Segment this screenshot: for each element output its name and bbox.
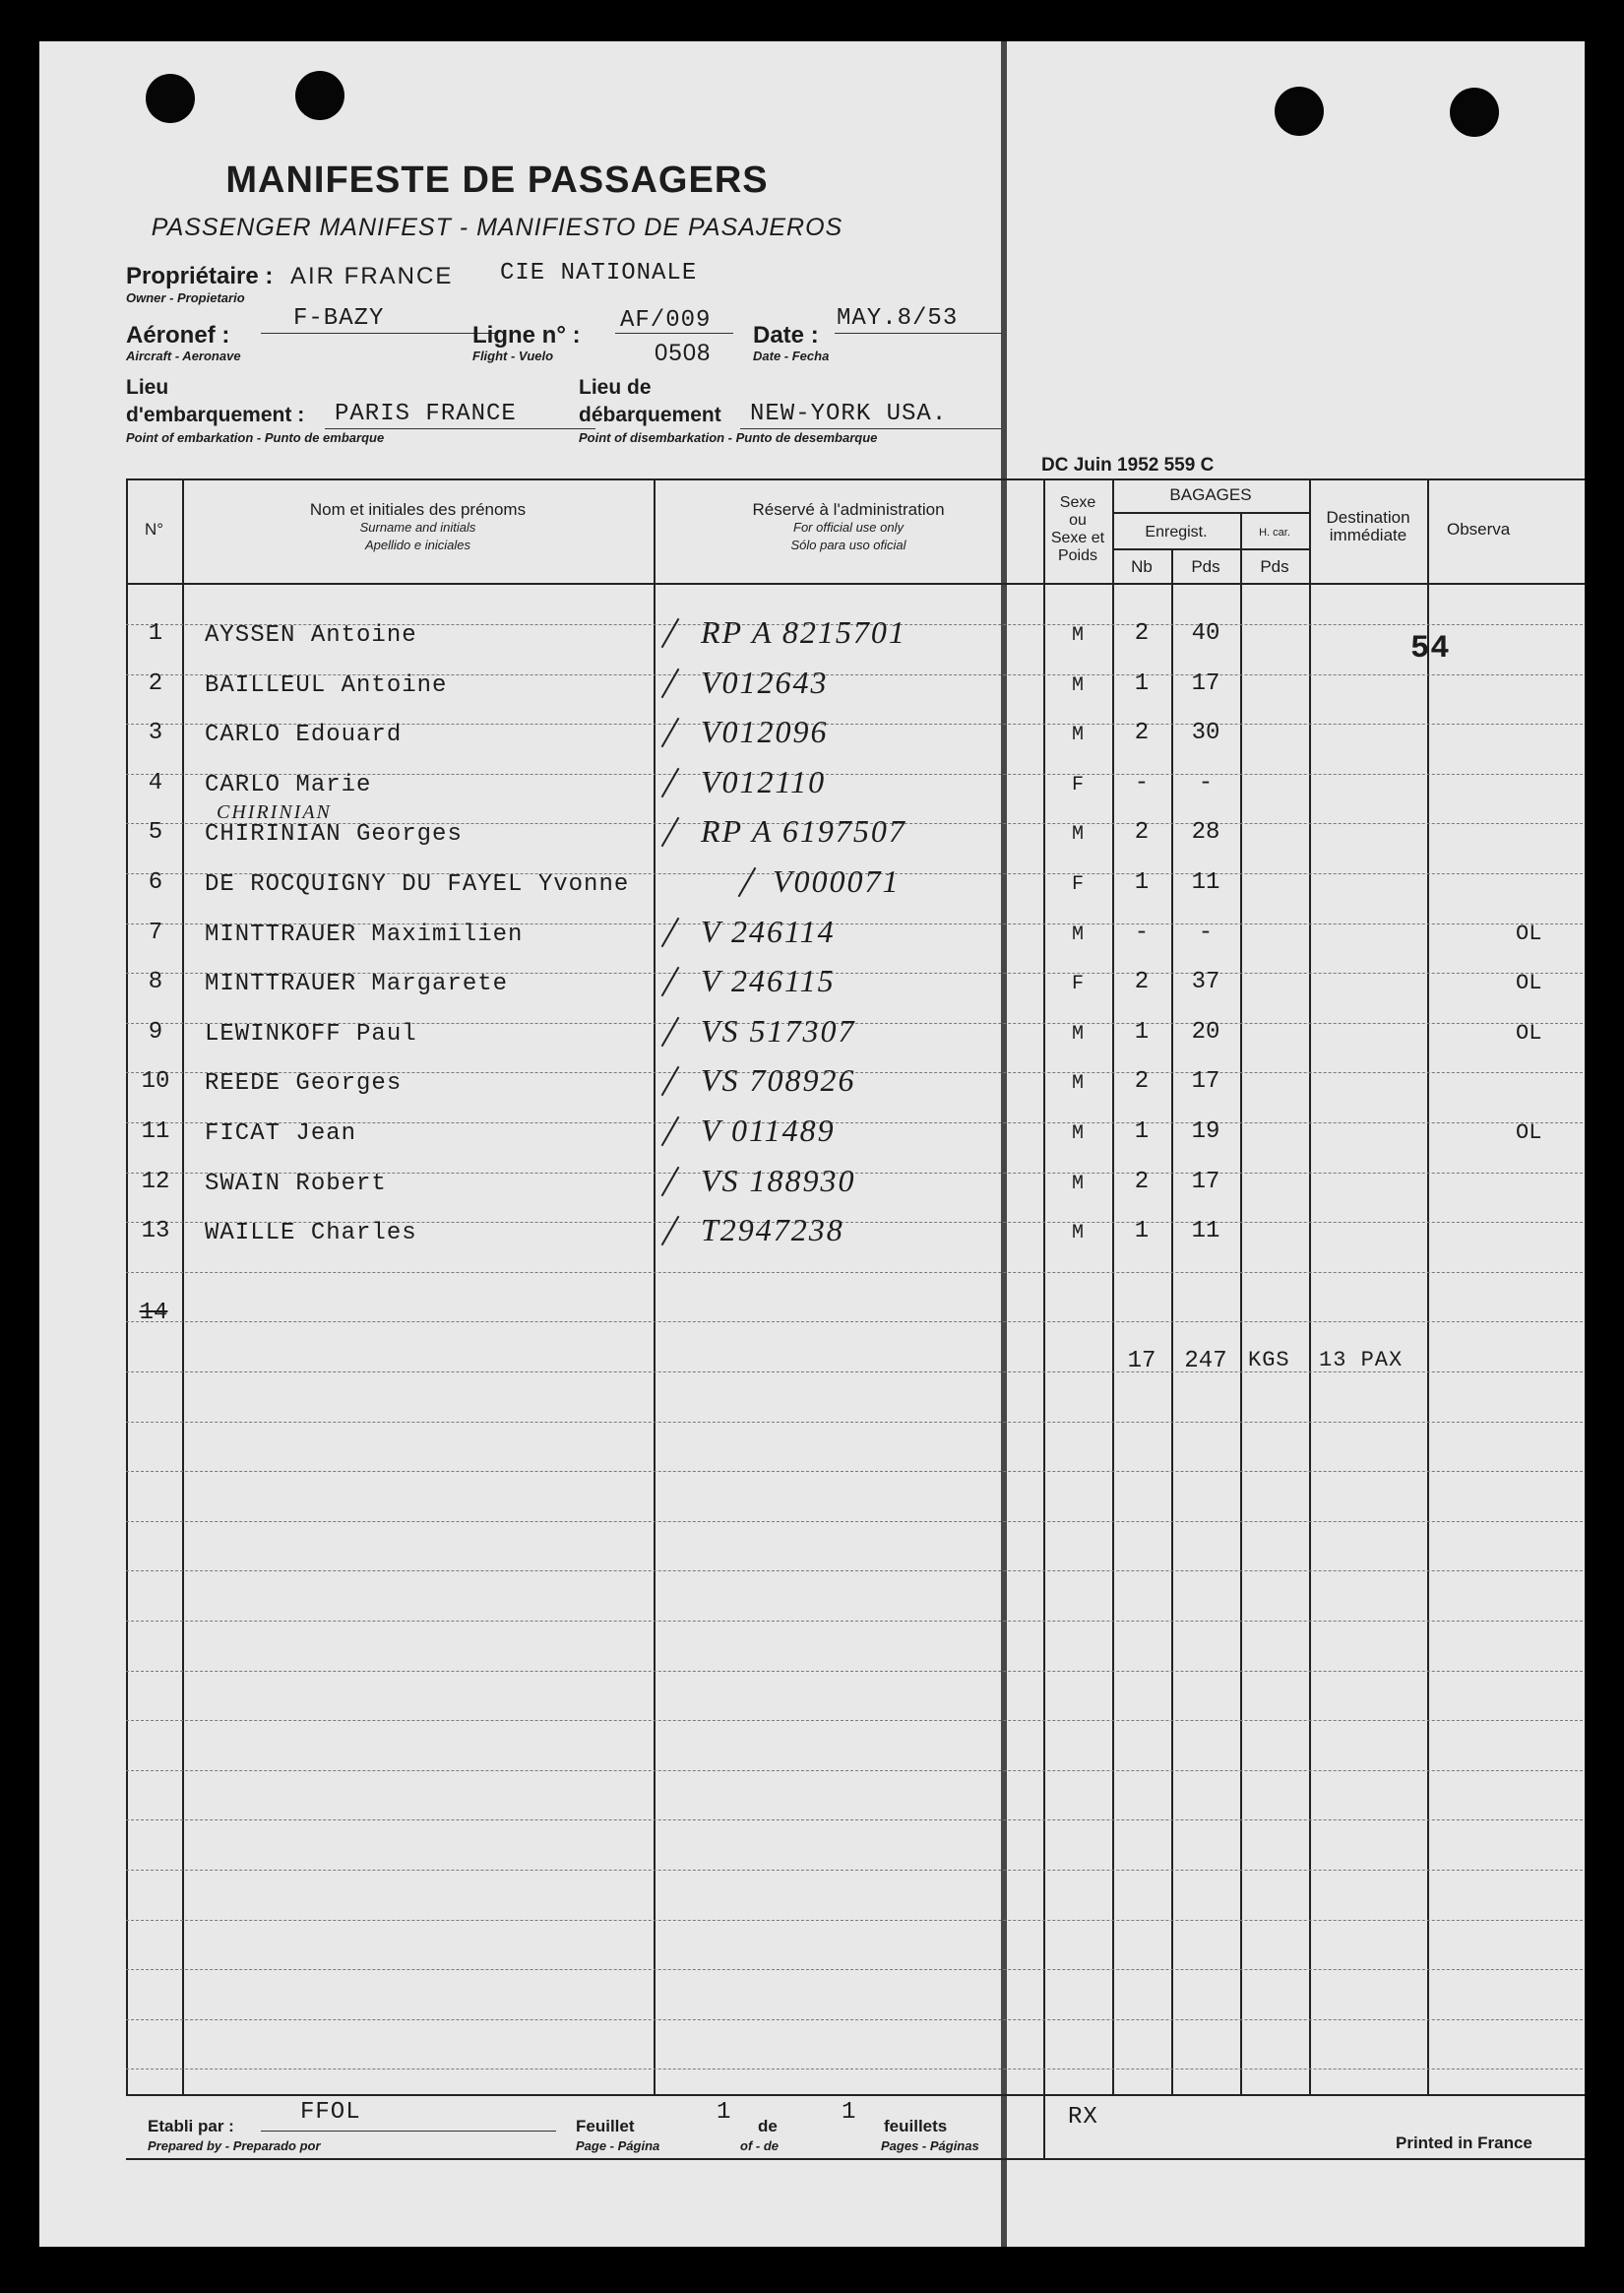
aircraft-sublabel: Aircraft - Aeronave <box>126 349 241 363</box>
embark-label-line1: Lieu <box>126 376 169 399</box>
row-number: 13 <box>141 1218 170 1245</box>
header-hand: H. car. <box>1259 527 1290 539</box>
of-value: 1 <box>842 2099 857 2126</box>
table-header-bottom <box>126 583 1585 585</box>
date-sublabel: Date - Fecha <box>753 349 830 363</box>
punch-hole <box>1450 88 1499 137</box>
row-number: 12 <box>141 1168 170 1195</box>
header-name-es: Apellido e iniciales <box>365 538 470 552</box>
header-sex-line2: ou <box>1069 512 1087 529</box>
header-pds: Pds <box>1191 557 1220 576</box>
header-name-fr: Nom et initiales des prénoms <box>309 500 527 519</box>
destination-note: 54 <box>1410 630 1451 667</box>
header-destination-line1: Destination <box>1326 508 1410 527</box>
sheets-label: feuillets <box>884 2117 948 2135</box>
row-rule <box>126 1969 1583 1970</box>
header-pds-hand: Pds <box>1260 557 1289 576</box>
row-number: 7 <box>148 919 163 946</box>
col-border-dest <box>1427 478 1429 2094</box>
total-unit: KGS <box>1248 1348 1290 1372</box>
baggage-weight: 17 <box>1191 669 1220 697</box>
row-number: 10 <box>141 1068 170 1096</box>
sheet-sublabel: Page - Página <box>576 2138 660 2153</box>
passenger-name: MINTTRAUER Maximilien <box>205 921 524 948</box>
row-number: 4 <box>148 769 163 796</box>
row-rule <box>126 1570 1583 1571</box>
passenger-name: REEDE Georges <box>205 1070 403 1098</box>
embark-sublabel: Point of embarkation - Punto de embarque <box>126 430 385 445</box>
row-rule <box>126 1321 1583 1322</box>
admin-tick <box>661 1066 680 1096</box>
admin-tick <box>661 967 680 996</box>
baggage-count: 1 <box>1134 1118 1150 1145</box>
baggage-weight: - <box>1198 769 1214 796</box>
baggage-count: 2 <box>1134 1068 1150 1096</box>
total-nb: 17 <box>1127 1348 1156 1374</box>
passenger-name: DE ROCQUIGNY DU FAYEL Yvonne <box>205 871 630 898</box>
baggage-count: - <box>1134 919 1150 946</box>
observation: OL <box>1516 1020 1542 1046</box>
row-rule <box>126 1621 1583 1622</box>
date-value: MAY.8/53 <box>837 305 959 332</box>
passenger-name: WAILLE Charles <box>205 1220 417 1247</box>
baggage-weight: 40 <box>1191 620 1220 647</box>
col-border-pds <box>1240 512 1242 2094</box>
date-underline <box>835 333 1002 334</box>
passenger-sex: M <box>1071 724 1084 747</box>
passenger-name: FICAT Jean <box>205 1120 357 1147</box>
passenger-sex: M <box>1071 1172 1084 1195</box>
header-destination <box>1309 509 1427 544</box>
passenger-sex: M <box>1071 823 1084 847</box>
prepared-value: FFOL <box>300 2099 361 2126</box>
row-rule <box>126 1422 1583 1423</box>
passenger-document: VS 188930 <box>701 1162 856 1198</box>
header-admin <box>654 501 1043 554</box>
admin-tick <box>661 768 680 797</box>
admin-tick <box>661 718 680 747</box>
paper-fold <box>1001 41 1007 2247</box>
admin-tick <box>661 1116 680 1146</box>
flight-value: AF/009 <box>620 307 712 334</box>
row-rule <box>126 1272 1583 1273</box>
total-pax: 13 PAX <box>1319 1348 1404 1372</box>
disembark-label-line1: Lieu de <box>579 376 652 399</box>
header-registered: Enregist. <box>1145 524 1208 541</box>
owner-value: AIR FRANCE <box>290 263 454 289</box>
header-sex <box>1043 494 1112 565</box>
passenger-document: RP A 6197507 <box>701 813 906 850</box>
admin-tick <box>661 1216 680 1245</box>
passenger-document: V000071 <box>773 863 901 899</box>
passenger-name: MINTTRAUER Margarete <box>205 971 509 998</box>
baggage-count: 1 <box>1134 669 1150 697</box>
embark-label-line2: d'embarquement : <box>126 404 305 426</box>
passenger-name: BAILLEUL Antoine <box>205 671 448 699</box>
header-sex-line3: Sexe et <box>1050 530 1105 546</box>
table-body-bottom <box>126 2094 1585 2096</box>
registered-divider <box>1112 548 1309 550</box>
disembark-sublabel: Point of disembarkation - Punto de desembarque <box>579 430 878 445</box>
passenger-name: CHIRINIAN Georges <box>205 821 463 849</box>
col-border-hand <box>1309 478 1311 2094</box>
passenger-document: V012110 <box>701 763 827 799</box>
baggage-count: 2 <box>1134 1168 1150 1195</box>
printed-in: Printed in France <box>1396 2134 1532 2152</box>
admin-tick <box>661 1017 680 1047</box>
owner-sublabel: Owner - Propietario <box>126 290 245 305</box>
passenger-name: CARLO Edouard <box>205 722 403 749</box>
baggage-divider <box>1112 512 1309 514</box>
form-code: DC Juin 1952 559 C <box>1041 455 1215 476</box>
passenger-document: RP A 8215701 <box>701 614 906 650</box>
owner-label: Propriétaire : <box>126 263 274 289</box>
header-sex-line4: Poids <box>1057 547 1098 564</box>
row-number: 1 <box>148 620 163 647</box>
passenger-sex: F <box>1071 773 1084 796</box>
baggage-count: 1 <box>1134 869 1150 896</box>
footer-bottom <box>126 2158 1585 2160</box>
header-admin-fr: Réservé à l'administration <box>752 500 945 519</box>
baggage-weight: 30 <box>1191 720 1220 747</box>
disembark-label-line2: débarquement <box>579 404 721 426</box>
row-rule <box>126 1870 1583 1871</box>
admin-tick <box>661 1166 680 1195</box>
manifest-sheet <box>39 41 1585 2247</box>
passenger-document: V 246114 <box>701 913 836 949</box>
passenger-document: VS 708926 <box>701 1062 856 1099</box>
header-baggage: BAGAGES <box>1169 485 1252 504</box>
flight-label: Ligne n° : <box>472 322 581 349</box>
disembark-value: NEW-YORK USA. <box>750 401 948 427</box>
date-label: Date : <box>753 322 819 349</box>
col-border-no <box>182 478 184 2094</box>
table-top-border <box>126 478 1585 480</box>
admin-tick <box>661 917 680 946</box>
header-admin-en: For official use only <box>793 520 904 535</box>
baggage-count: 2 <box>1134 720 1150 747</box>
page-subtitle: PASSENGER MANIFEST - MANIFIESTO DE PASAJEROS <box>151 214 843 241</box>
prepared-sublabel: Prepared by - Preparado por <box>148 2138 321 2153</box>
col-border-left <box>126 478 128 2094</box>
passenger-document: V012096 <box>701 714 829 750</box>
baggage-weight: 37 <box>1191 969 1220 996</box>
baggage-weight: 11 <box>1191 1218 1220 1245</box>
flight-value-secondary: 0508 <box>655 340 712 366</box>
passenger-sex: M <box>1071 673 1084 697</box>
baggage-weight: 20 <box>1191 1018 1220 1046</box>
baggage-weight: - <box>1198 919 1214 946</box>
baggage-count: 1 <box>1134 1018 1150 1046</box>
embark-value: PARIS FRANCE <box>335 401 517 427</box>
passenger-sex: M <box>1071 1222 1084 1245</box>
baggage-weight: 11 <box>1191 869 1220 896</box>
of-label: de <box>758 2117 778 2135</box>
baggage-count: 2 <box>1134 969 1150 996</box>
passenger-sex: M <box>1071 1022 1084 1046</box>
row-number: 5 <box>148 819 163 847</box>
row-number: 8 <box>148 969 163 996</box>
row-rule <box>126 1770 1583 1771</box>
rx-mark: RX <box>1068 2104 1098 2131</box>
header-no: N° <box>144 520 164 539</box>
of-sublabel: of - de <box>740 2138 779 2153</box>
passenger-sex: M <box>1071 1072 1084 1096</box>
row-number-14: 14 <box>139 1300 168 1326</box>
row-rule <box>126 1819 1583 1820</box>
row-number: 2 <box>148 669 163 697</box>
sheet-value: 1 <box>717 2099 732 2126</box>
disembark-underline <box>740 428 1001 429</box>
baggage-count: 2 <box>1134 819 1150 847</box>
header-name-en: Surname and initials <box>359 520 476 535</box>
punch-hole <box>146 74 195 123</box>
aircraft-underline <box>261 333 497 334</box>
observation: OL <box>1516 921 1542 946</box>
correction-note: CHIRINIAN <box>217 801 332 823</box>
row-rule <box>126 2069 1583 2070</box>
flight-underline <box>615 333 733 334</box>
prepared-underline <box>261 2131 556 2132</box>
header-name <box>182 501 654 554</box>
baggage-weight: 17 <box>1191 1168 1220 1195</box>
row-rule <box>126 1521 1583 1522</box>
baggage-weight: 28 <box>1191 819 1220 847</box>
header-destination-line2: immédiate <box>1329 526 1407 544</box>
header-admin-es: Sólo para uso oficial <box>790 538 906 552</box>
col-border-name <box>654 478 656 2094</box>
passenger-name: SWAIN Robert <box>205 1170 387 1197</box>
owner-value-typed: CIE NATIONALE <box>500 260 698 287</box>
passenger-sex: F <box>1071 873 1084 896</box>
passenger-document: V 011489 <box>701 1113 836 1148</box>
passenger-sex: M <box>1071 624 1084 647</box>
baggage-weight: 19 <box>1191 1118 1220 1145</box>
embark-underline <box>325 428 595 429</box>
passenger-document: T2947238 <box>701 1212 844 1248</box>
passenger-document: V012643 <box>701 664 829 700</box>
passenger-sex: M <box>1071 923 1084 946</box>
punch-hole <box>1275 87 1324 136</box>
passenger-sex: F <box>1071 973 1084 996</box>
baggage-count: - <box>1134 769 1150 796</box>
passenger-document: V 246115 <box>701 963 836 999</box>
admin-tick <box>661 668 680 697</box>
header-observations: Observa <box>1447 520 1511 539</box>
passenger-sex: M <box>1071 1122 1084 1145</box>
admin-tick <box>661 817 680 847</box>
passenger-name: AYSSEN Antoine <box>205 622 417 649</box>
col-border-admin <box>1043 478 1045 2158</box>
aircraft-label: Aéronef : <box>126 322 230 349</box>
row-number: 3 <box>148 720 163 747</box>
row-number: 9 <box>148 1018 163 1046</box>
punch-hole <box>295 71 344 120</box>
observation: OL <box>1516 1120 1542 1145</box>
row-rule <box>126 1920 1583 1921</box>
flight-sublabel: Flight - Vuelo <box>472 349 554 363</box>
header-sex-line1: Sexe <box>1059 494 1096 511</box>
admin-tick <box>738 867 757 897</box>
row-rule <box>126 1471 1583 1472</box>
sheet-label: Feuillet <box>576 2117 635 2135</box>
total-pds: 247 <box>1184 1348 1227 1374</box>
passenger-name: CARLO Marie <box>205 771 372 798</box>
observation: OL <box>1516 971 1542 996</box>
row-rule <box>126 1671 1583 1672</box>
passenger-name: LEWINKOFF Paul <box>205 1020 417 1048</box>
page-title: MANIFESTE DE PASSAGERS <box>225 159 769 201</box>
sheets-sublabel: Pages - Páginas <box>881 2138 979 2153</box>
aircraft-value: F-BAZY <box>293 305 385 332</box>
header-nb: Nb <box>1131 557 1153 576</box>
baggage-count: 1 <box>1134 1218 1150 1245</box>
row-number: 6 <box>148 869 163 896</box>
admin-tick <box>661 618 680 648</box>
baggage-count: 2 <box>1134 620 1150 647</box>
row-rule <box>126 2019 1583 2020</box>
passenger-document: VS 517307 <box>701 1012 856 1049</box>
baggage-weight: 17 <box>1191 1068 1220 1096</box>
row-rule <box>126 1720 1583 1721</box>
prepared-label: Etabli par : <box>148 2117 234 2135</box>
row-number: 11 <box>141 1118 170 1145</box>
